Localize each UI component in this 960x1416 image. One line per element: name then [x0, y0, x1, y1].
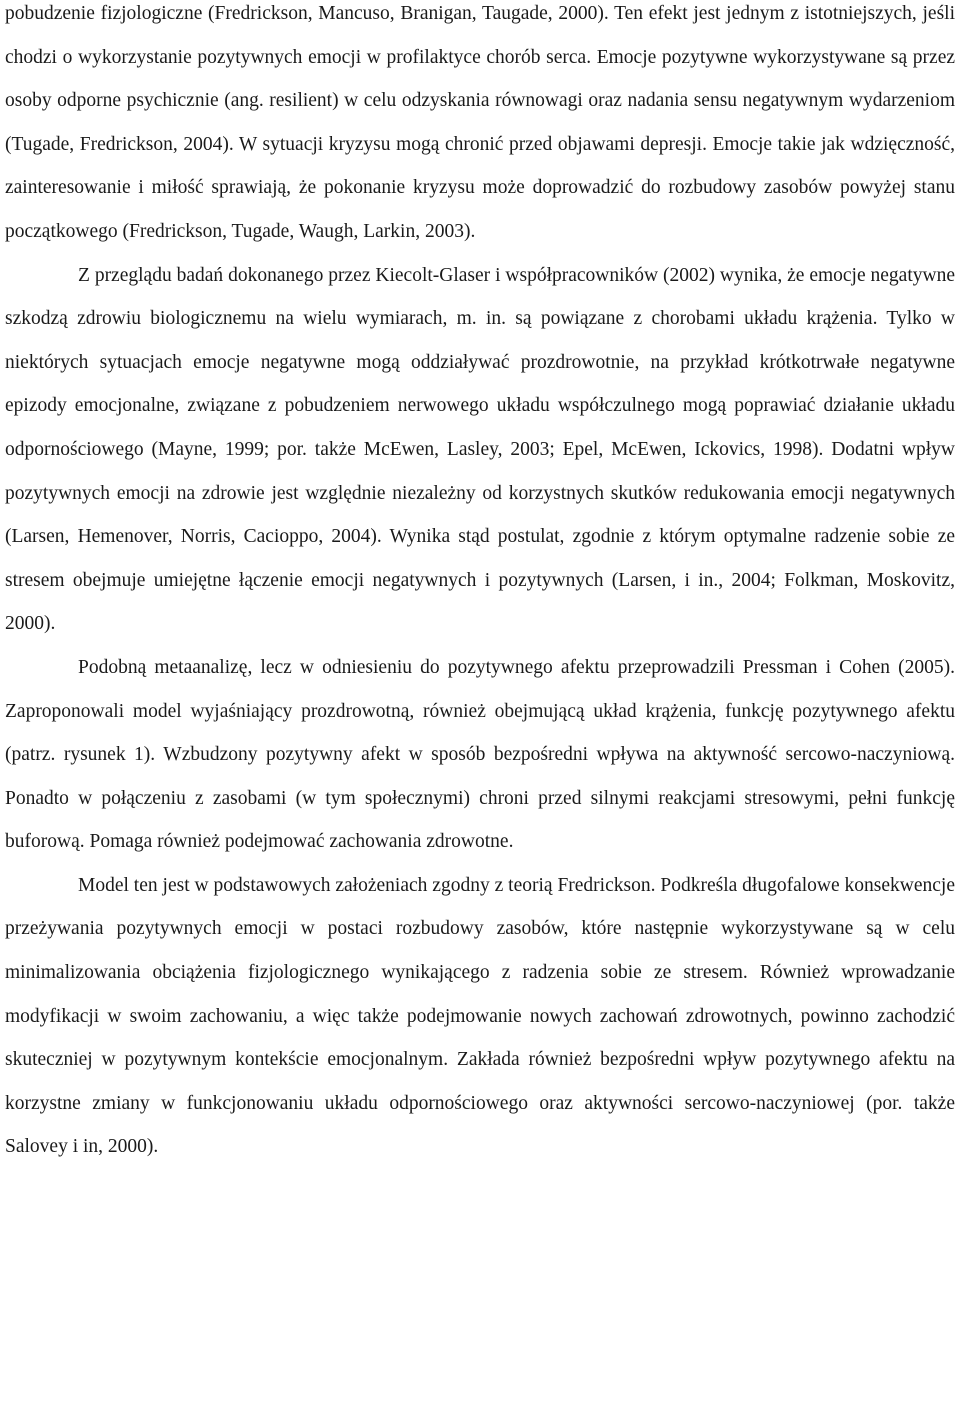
- paragraph-1: pobudzenie fizjologiczne (Fredrickson, Mancuso, Branigan, Taugade, 2000). Ten efekt jest jednym z istotniejszych, jeśli chodzi o wykorzystanie pozytywnych emocji w profilaktyce chorób serca. Emocje pozytywne wykorzystywane są przez osoby odporne psychicznie (ang. resilient) w celu odzyskania równowagi oraz nadania sensu negatywnym wydarzeniom (Tugade, Fredrickson, 2004). W sytuacji kryzysu mogą chronić przed objawami depresji. Emocje takie jak wdzięczność, zainteresowanie i miłość sprawiają, że pokonanie kryzysu może doprowadzić do rozbudowy zasobów powyżej stanu początkowego (Fredrickson, Tugade, Waugh, Larkin, 2003).: [5, 3, 955, 242]
- paragraph-2: Z przeglądu badań dokonanego przez Kiecolt-Glaser i współpracowników (2002) wynika, że emocje negatywne szkodzą zdrowiu biologicznemu na wielu wymiarach, m. in. są powiązane z chorobami układu krążenia. Tylko w niektórych sytuacjach emocje negatywne mogą oddziaływać prozdrowotnie, na przykład krótkotrwałe negatywne epizody emocjonalne, związane z pobudzeniem nerwowego układu współczulnego mogą poprawiać działanie układu odpornościowego (Mayne, 1999; por. także McEwen, Lasley, 2003; Epel, McEwen, Ickovics, 1998). Dodatni wpływ pozytywnych emocji na zdrowie jest względnie niezależny od korzystnych skutków redukowania emocji negatywnych (Larsen, Hemenover, Norris, Cacioppo, 2004). Wynika stąd postulat, zgodnie z którym optymalne radzenie sobie ze stresem obejmuje umiejętne łączenie emocji negatywnych i pozytywnych (Larsen, i in., 2004; Folkman, Moskovitz, 2000).: [5, 264, 955, 635]
- paragraph-3: Podobną metaanalizę, lecz w odniesieniu do pozytywnego afektu przeprowadzili Pressman i Cohen (2005). Zaproponowali model wyjaśniający prozdrowotną, również obejmującą układ krążenia, funkcję pozytywnego afektu (patrz. rysunek 1). Wzbudzony pozytywny afekt w sposób bezpośredni wpływa na aktywność sercowo-naczyniową. Ponadto w połączeniu z zasobami (w tym społecznymi) chroni przed silnymi reakcjami stresowymi, pełni funkcję buforową. Pomaga również podejmować zachowania zdrowotne.: [5, 656, 955, 853]
- document-page: [5, 0, 955, 1169]
- paragraph-4: Model ten jest w podstawowych założeniach zgodny z teorią Fredrickson. Podkreśla długofalowe konsekwencje przeżywania pozytywnych emocji w postaci rozbudowy zasobów, które następnie wykorzystywane są w celu minimalizowania obciążenia fizjologicznego wynikającego z radzenia sobie ze stresem. Również wprowadzanie modyfikacji w swoim zachowaniu, a więc także podejmowanie nowych zachowań zdrowotnych, powinno zachodzić skuteczniej w pozytywnym kontekście emocjonalnym. Zakłada również bezpośredni wpływ pozytywnego afektu na korzystne zmiany w funkcjonowaniu układu odpornościowego oraz aktywności sercowo-naczyniowej (por. także Salovey i in, 2000).: [5, 874, 955, 1158]
